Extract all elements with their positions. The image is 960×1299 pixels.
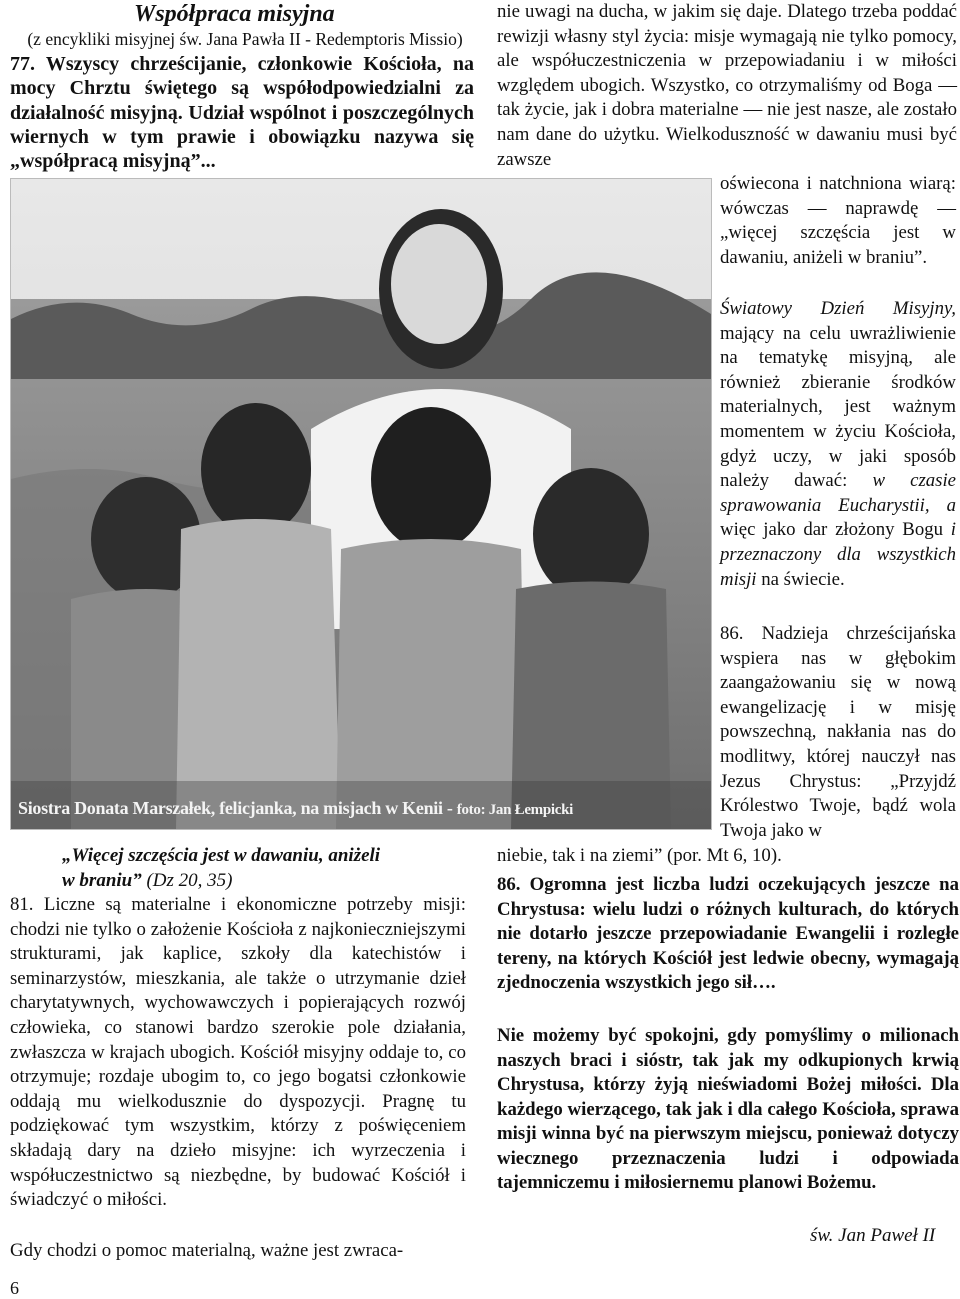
photo-caption-text: Siostra Donata Marszałek, felicjanka, na misjach w Kenii -	[18, 798, 453, 818]
pull-quote	[62, 844, 382, 893]
right-narrow-paragraph-1: oświecona i natchniona wiarą: wówczas — naprawdę — „więcej szczęścia jest w dawaniu, aniżeli w braniu”.	[720, 173, 956, 268]
right-column-top: nie uwagi na ducha, w jakim się daje. Dlatego trzeba poddać rewizji własny styl życia: misje wymagają nie tylko pomocy, ale współuczestniczenia w przepowiadaniu i w miłości względem ubogich. Wszystko, co otrzymaliśmy od Boga — tak życie, jak i dobra materialne — nie jest nasze, ale zostało nam dane do użytku. Wielkoduszność w dawaniu musi być zawsze	[497, 1, 957, 170]
mission-day-text-3: na świecie.	[756, 568, 845, 590]
paragraph-86-hope-end: niebie, tak i na ziemi” (por. Mt 6, 10).	[497, 845, 782, 866]
pull-quote-source: (Dz 20, 35)	[146, 869, 233, 891]
photo-credit: foto: Jan Łempicki	[456, 802, 574, 818]
paragraph-81-continuation: Gdy chodzi o pomoc materialną, ważne jest zwraca-	[10, 1240, 404, 1261]
mission-day-italic: Światowy Dzień Misyjny,	[720, 298, 956, 319]
mission-day-italic-3: i przeznaczony dla wszystkich misji	[720, 519, 956, 590]
page-subtitle: (z encykliki misyjnej św. Jana Pawła II - Redemptoris Missio)	[27, 29, 463, 49]
page-number: 6	[10, 1278, 19, 1298]
paragraph-86-number: 86.	[497, 874, 530, 895]
page-title: Współpraca misyjna	[134, 1, 335, 27]
paragraph-86-bold-text: Ogromna jest liczba ludzi oczekujących jeszcze na Chrystusa: wielu ludzi o różnych kulturach, do których nie dotarło jeszcze przepowiadanie Ewangelii i rozległe tereny, na których Kościół jest ledwie obecny, wymagają zjednoczenia wszystkich jego sił….	[497, 874, 959, 993]
pull-quote-text: „Więcej szczęścia jest w dawaniu, aniżeli w braniu”	[62, 845, 381, 891]
mission-day-text-1: mający na celu uwrażliwienie na tematykę misyjną, ale również zbieranie środków materialnych, jest ważnym momentem w życiu Kościoła, gdyż uczy, w jaki sposób należy dawać:	[720, 322, 956, 492]
paragraph-81: 81. Liczne są materialne i ekonomiczne potrzeby misji: chodzi nie tylko o założenie Kościoła z najkonieczniejszymi strukturami, jak kaplice, szkoły dla katechistów i seminarzystów, mieszkania, ale także o utrzymanie dzieł charytatywnych, wychowawczych i popierających rozwój człowieka, co stanowi bardzo szerokie pole działania, zwłaszcza w krajach ubogich. Kościół misyjny oddaje to, co otrzymuje; rozdaje ubogim to, co jego bogatsi członkowie oddają mu wielkodusznie do dyspozycji. Pragnę tu podziękować tym wszystkim, którzy z poświęceniem składają dary na dzieło misyjne: ich wyrzeczenia i współuczestnictwo są niezbędne, by budować Kościół i świadczyć o miłości.	[10, 894, 466, 1211]
mission-day-text-2: więc jako dar złożony Bogu	[720, 519, 951, 541]
paragraph-77: 77. Wszyscy chrześcijanie, członkowie Kościoła, na mocy Chrztu świętego są współodpowiedzialni za działalność misyjną. Udział wspólnot i poszczególnych wiernych w tym prawie i obowiązku nazywa się „współpracą misyjną”...	[10, 53, 474, 173]
paragraph-bold-conclusion: Nie możemy być spokojni, gdy pomyślimy o milionach naszych braci i sióstr, tak jak my odkupionych krwią Chrystusa, którzy żyją nieświadomi Bożej miłości. Dla każdego wierzącego, tak jak i dla całego Kościoła, sprawa misji winna być na pierwszym miejscu, ponieważ dotyczy wiecznego przeznaczenia ludzi i odpowiada tajemniczemu i miłosiernemu planowi Bożemu.	[497, 1025, 959, 1193]
photo-illustration	[11, 179, 711, 829]
paragraph-86-bold	[497, 873, 959, 996]
signature: św. Jan Paweł II	[810, 1225, 936, 1246]
mission-photo	[10, 178, 712, 830]
paragraph-86-hope: 86. Nadzieja chrześcijańska wspiera nas w głębokim zaangażowaniu się w nową ewangelizację i w misję powszechną, nakłania nas do modlitwy, której nauczył nas Jezus Chrystus: „Przyjdź Królestwo Twoje, bądź wola Twoja jako w	[720, 623, 956, 841]
right-narrow-paragraph-world-mission-day	[720, 297, 956, 592]
mission-day-italic-2: w czasie sprawowania Eucharystii, a	[720, 470, 957, 516]
photo-caption	[18, 798, 573, 819]
